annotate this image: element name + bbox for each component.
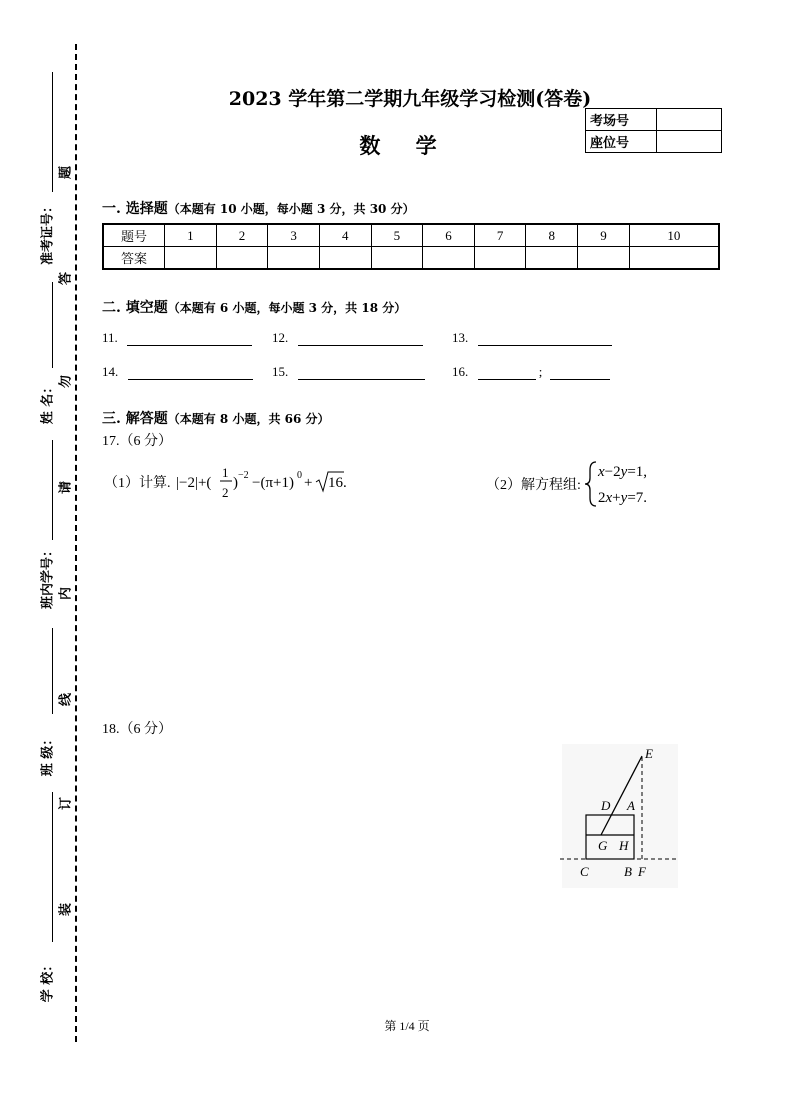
- point-label: F: [638, 864, 646, 879]
- grid-question-number: 7: [474, 224, 526, 247]
- subject-title: 数 学: [359, 133, 451, 158]
- fill-blank[interactable]: [127, 331, 252, 346]
- warning-char: 答: [58, 272, 74, 286]
- warning-char: 装: [58, 903, 74, 917]
- seat-label: 座位号: [586, 131, 657, 153]
- section-2-heading: 二. 填空题（本题有 6 小题，每小题 3 分，共 18 分）: [102, 300, 407, 316]
- label-name: 姓 名：: [40, 380, 56, 425]
- exam-room-input[interactable]: [657, 109, 722, 131]
- section-1-heading: 一. 选择题（本题有 10 小题，每小题 3 分，共 30 分）: [102, 201, 415, 217]
- fill-blank[interactable]: [478, 331, 612, 346]
- fill-item-15: 15.: [272, 364, 425, 380]
- answer-cell[interactable]: [319, 247, 371, 270]
- svg-text:+: +: [304, 475, 313, 491]
- underline-class-no: [52, 440, 53, 540]
- grid-question-number: 6: [423, 224, 475, 247]
- warning-char: 线: [58, 693, 74, 707]
- point-label: G: [598, 838, 608, 853]
- fill-item-11: 11.: [102, 330, 252, 346]
- fill-blank[interactable]: [298, 331, 423, 346]
- answer-cell[interactable]: [371, 247, 423, 270]
- exam-room-label: 考场号: [586, 109, 657, 131]
- grid-header-label: 题号: [103, 224, 165, 247]
- label-school: 学 校：: [40, 958, 56, 1003]
- q17-part2: [486, 458, 684, 510]
- warning-char: 请: [58, 481, 74, 495]
- grid-question-number: 5: [371, 224, 423, 247]
- exam-room-seat-box: [585, 108, 722, 153]
- q17-equation-system: [584, 458, 684, 510]
- svg-text:1: 1: [222, 465, 229, 480]
- svg-text:|−2|+(: |−2|+(: [176, 475, 212, 491]
- answer-cell[interactable]: [216, 247, 268, 270]
- warning-char: 订: [58, 797, 74, 811]
- q17-part1-label: （1）计算.: [104, 476, 171, 492]
- page-title: 2023 学年第二学期九年级学习检测(答卷): [228, 88, 592, 110]
- q18-geometry-figure: [560, 742, 680, 890]
- answer-cell[interactable]: [423, 247, 475, 270]
- question-18-label: 18.（6 分）: [102, 722, 172, 737]
- point-label: B: [624, 864, 632, 879]
- point-label: A: [627, 798, 635, 813]
- point-label: C: [580, 864, 589, 879]
- svg-text:−(π+1): −(π+1): [252, 475, 294, 491]
- fill-item-14: 14.: [102, 364, 253, 380]
- grid-question-number: 1: [165, 224, 217, 247]
- choice-answer-grid: [102, 223, 720, 270]
- warning-char: 勿: [58, 375, 74, 389]
- underline-school: [52, 792, 53, 942]
- fill-blank[interactable]: [478, 365, 536, 380]
- fill-separator: ;: [538, 364, 543, 379]
- q17-part1-expression: [176, 464, 406, 504]
- grid-question-number: 2: [216, 224, 268, 247]
- page-number: 第 1/4 页: [384, 1019, 430, 1033]
- grid-question-number: 3: [268, 224, 320, 247]
- point-label: H: [619, 838, 629, 853]
- section-3-heading: 三. 解答题（本题有 8 小题，共 66 分）: [102, 411, 330, 427]
- svg-text:0: 0: [297, 470, 302, 481]
- point-label: E: [645, 746, 653, 761]
- answer-cell[interactable]: [629, 247, 719, 270]
- seat-input[interactable]: [657, 131, 722, 153]
- q17-part1: [104, 464, 406, 504]
- fill-item-13: 13.: [452, 330, 612, 346]
- q17-part2-label: （2）解方程组:: [486, 478, 581, 493]
- answer-cell[interactable]: [578, 247, 630, 270]
- grid-question-number: 9: [578, 224, 630, 247]
- fill-item-16: 16. ;: [452, 364, 610, 380]
- answer-cell[interactable]: [474, 247, 526, 270]
- grid-question-number: 4: [319, 224, 371, 247]
- warning-char: 题: [58, 166, 74, 180]
- grid-question-number: 8: [526, 224, 578, 247]
- svg-text:−2: −2: [238, 470, 249, 481]
- label-class: 班 级：: [40, 732, 56, 777]
- fill-blank[interactable]: [298, 365, 425, 380]
- warning-char: 内: [58, 587, 74, 601]
- label-exam-id: 准考证号：: [40, 200, 56, 266]
- grid-question-number: 10: [629, 224, 719, 247]
- underline-exam-id: [52, 72, 53, 192]
- fill-item-12: 12.: [272, 330, 423, 346]
- answer-cell[interactable]: [526, 247, 578, 270]
- svg-text:x−2y=1,: x−2y=1,: [598, 464, 648, 480]
- question-17-label: 17.（6 分）: [102, 434, 172, 449]
- answer-cell[interactable]: [165, 247, 217, 270]
- grid-answer-label: 答案: [103, 247, 165, 270]
- fill-blank[interactable]: [550, 365, 610, 380]
- label-class-no: 班内学号：: [40, 544, 56, 610]
- svg-text:2x+y=7.: 2x+y=7.: [598, 490, 648, 506]
- underline-name: [52, 282, 53, 368]
- svg-text:): ): [233, 475, 238, 491]
- answer-cell[interactable]: [268, 247, 320, 270]
- svg-text:2: 2: [222, 485, 229, 500]
- binding-dashed-line: [75, 44, 77, 1042]
- fill-blank[interactable]: [128, 365, 253, 380]
- underline-class: [52, 628, 53, 714]
- point-label: D: [601, 798, 611, 813]
- svg-text:16.: 16.: [328, 475, 347, 491]
